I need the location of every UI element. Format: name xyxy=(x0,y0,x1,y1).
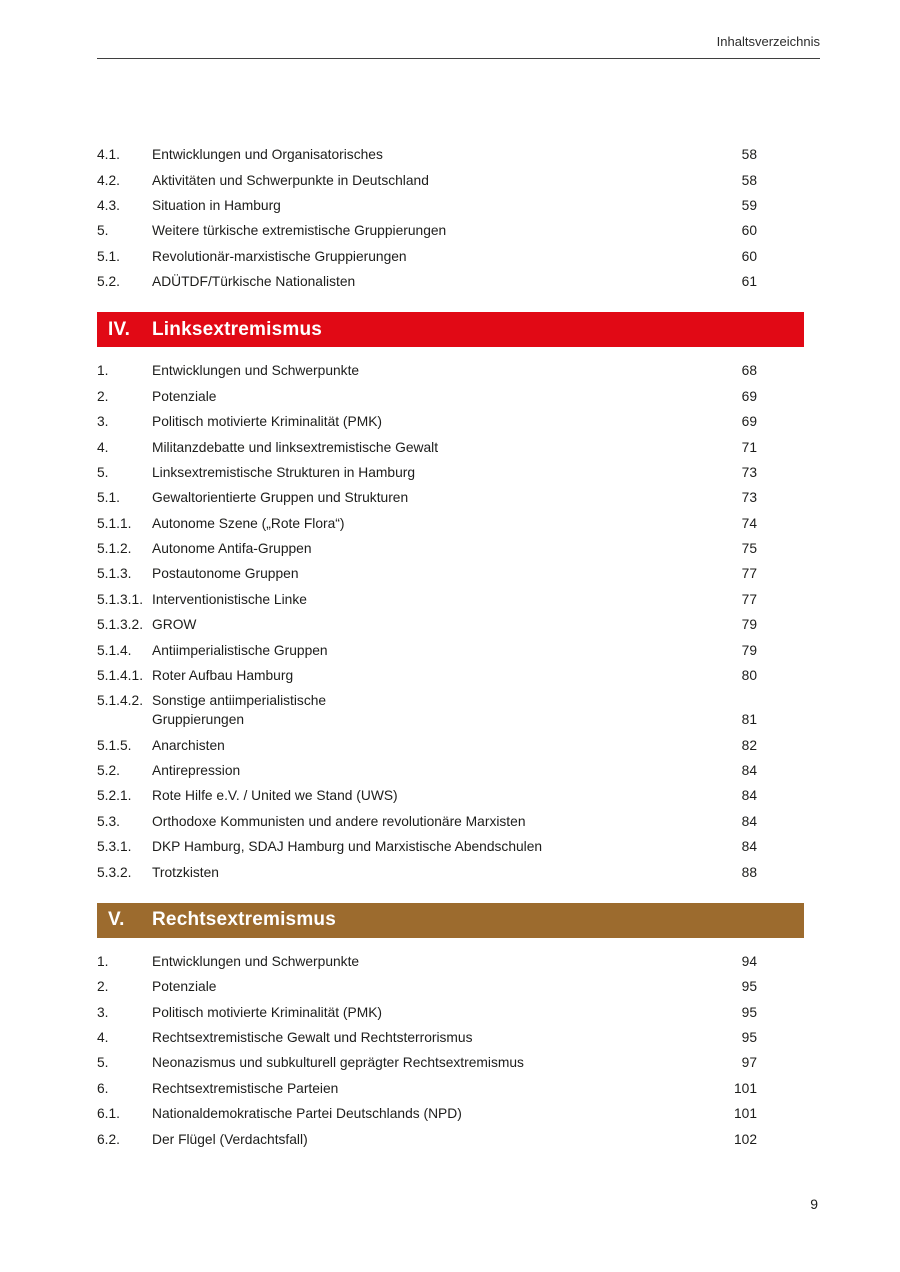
toc-entry-number: 5.1.3. xyxy=(97,566,132,582)
toc-entry-page: 68 xyxy=(741,363,757,379)
toc-group xyxy=(97,358,804,885)
toc-entry xyxy=(97,612,804,637)
toc-entry-page: 81 xyxy=(741,712,757,728)
page-number: 9 xyxy=(810,1196,818,1212)
toc-entry-number: 5.3.1. xyxy=(97,839,132,855)
toc-entry-page: 75 xyxy=(741,541,757,557)
toc-entry-number: 3. xyxy=(97,1004,109,1020)
toc-entry-title xyxy=(152,691,725,729)
toc-entry-page: 95 xyxy=(741,1004,757,1020)
toc-entry xyxy=(97,536,804,561)
toc-entry-page: 60 xyxy=(741,223,757,239)
toc-entry-number: 5.1.2. xyxy=(97,541,132,557)
toc-entry-title: Neonazismus und subkulturell geprägter Rechtsextremismus xyxy=(152,1055,524,1071)
toc-entry-number: 5.1.5. xyxy=(97,737,132,753)
toc-content xyxy=(97,62,804,1152)
toc-entry-number: 4.2. xyxy=(97,172,121,188)
toc-entry-page: 94 xyxy=(741,953,757,969)
toc-entry-title-line: Sonstige antiimperialistische xyxy=(152,693,327,709)
toc-entry-title: Potenziale xyxy=(152,388,217,404)
toc-entry-number: 5. xyxy=(97,464,109,480)
toc-entry xyxy=(97,733,804,758)
toc-entry-number: 1. xyxy=(97,953,109,969)
toc-entry-number: 6.1. xyxy=(97,1106,121,1122)
toc-entry xyxy=(97,561,804,586)
toc-entry-title: ADÜTDF/Türkische Nationalisten xyxy=(152,274,356,290)
toc-entry-page: 73 xyxy=(741,490,757,506)
toc-entry-page: 69 xyxy=(741,388,757,404)
section-banner xyxy=(97,312,804,347)
toc-entry-number: 5.1. xyxy=(97,490,121,506)
toc-entry xyxy=(97,460,804,485)
toc-entry-page: 58 xyxy=(741,172,757,188)
toc-entry-page: 95 xyxy=(741,979,757,995)
page-header xyxy=(97,34,820,59)
section-banner-title: Rechtsextremismus xyxy=(152,909,336,931)
toc-entry-page: 74 xyxy=(741,515,757,531)
toc-entry-number: 4. xyxy=(97,439,109,455)
toc-entry xyxy=(97,485,804,510)
toc-entry-number: 5.3. xyxy=(97,813,121,829)
toc-entry-page: 60 xyxy=(741,248,757,264)
toc-entry-page: 97 xyxy=(741,1055,757,1071)
toc-entry-page: 58 xyxy=(741,147,757,163)
toc-entry xyxy=(97,269,804,294)
toc-entry-title: Trotzkisten xyxy=(152,864,219,880)
toc-entry-page: 88 xyxy=(741,864,757,880)
toc-entry-title: Entwicklungen und Organisatorisches xyxy=(152,147,383,163)
toc-entry-title: Interventionistische Linke xyxy=(152,591,307,607)
toc-entry-number: 5.1.3.2. xyxy=(97,617,144,633)
toc-group xyxy=(97,949,804,1152)
toc-entry xyxy=(97,1101,804,1126)
toc-entry-page: 77 xyxy=(741,566,757,582)
toc-entry xyxy=(97,1126,804,1151)
toc-entry-title: Antiimperialistische Gruppen xyxy=(152,642,328,658)
toc-entry-number: 5. xyxy=(97,1055,109,1071)
toc-entry-page: 73 xyxy=(741,464,757,480)
toc-entry xyxy=(97,949,804,974)
toc-entry xyxy=(97,688,804,732)
section-banner xyxy=(97,903,804,938)
toc-entry xyxy=(97,244,804,269)
toc-entry-title: Linksextremistische Strukturen in Hamburg xyxy=(152,464,416,480)
toc-entry-number: 5.1. xyxy=(97,248,121,264)
toc-entry-page: 79 xyxy=(741,642,757,658)
toc-entry-title: Gewaltorientierte Gruppen und Strukturen xyxy=(152,490,409,506)
toc-entry-number: 1. xyxy=(97,363,109,379)
toc-entry-page: 71 xyxy=(741,439,757,455)
toc-entry-number: 5.1.1. xyxy=(97,515,132,531)
toc-entry-page: 84 xyxy=(741,788,757,804)
toc-entry xyxy=(97,511,804,536)
page-footer xyxy=(810,1196,818,1212)
header-title: Inhaltsverzeichnis xyxy=(716,34,820,49)
toc-entry-page: 77 xyxy=(741,591,757,607)
toc-entry-title: Revolutionär-marxistische Gruppierungen xyxy=(152,248,407,264)
toc-entry-number: 4.3. xyxy=(97,197,121,213)
toc-entry-title: GROW xyxy=(152,617,197,633)
toc-entry xyxy=(97,434,804,459)
toc-entry-title: Aktivitäten und Schwerpunkte in Deutschland xyxy=(152,172,429,188)
toc-entry-title: Rechtsextremistische Parteien xyxy=(152,1080,339,1096)
toc-entry xyxy=(97,358,804,383)
section-banner-number: IV. xyxy=(108,318,131,340)
toc-entry xyxy=(97,637,804,662)
toc-entry-page: 59 xyxy=(741,197,757,213)
toc-entry-number: 5.2. xyxy=(97,763,121,779)
toc-group xyxy=(97,142,804,294)
toc-entry xyxy=(97,859,804,884)
section-banner-number: V. xyxy=(108,909,125,931)
toc-entry xyxy=(97,384,804,409)
toc-entry-number: 5.1.4.1. xyxy=(97,667,144,683)
toc-entry xyxy=(97,193,804,218)
toc-entry-number: 6. xyxy=(97,1080,109,1096)
toc-entry-title: Der Flügel (Verdachtsfall) xyxy=(152,1131,308,1147)
toc-entry-number: 2. xyxy=(97,979,109,995)
toc-entry-page: 102 xyxy=(733,1131,757,1147)
toc-entry-title: Potenziale xyxy=(152,979,217,995)
toc-entry xyxy=(97,758,804,783)
toc-entry-page: 84 xyxy=(741,813,757,829)
toc-entry-title: DKP Hamburg, SDAJ Hamburg und Marxistische Abendschulen xyxy=(152,839,543,855)
toc-entry-number: 4. xyxy=(97,1030,109,1046)
toc-entry xyxy=(97,142,804,167)
toc-entry xyxy=(97,663,804,688)
toc-entry-title: Autonome Szene („Rote Flora“) xyxy=(152,515,345,531)
toc-entry xyxy=(97,587,804,612)
toc-entry xyxy=(97,834,804,859)
toc-entry-title: Roter Aufbau Hamburg xyxy=(152,667,294,683)
toc-entry-number: 5. xyxy=(97,223,109,239)
section-banner-title: Linksextremismus xyxy=(152,318,323,340)
toc-entry xyxy=(97,1076,804,1101)
toc-entry-page: 69 xyxy=(741,414,757,430)
toc-entry-page: 80 xyxy=(741,667,757,683)
toc-entry-number: 3. xyxy=(97,414,109,430)
toc-entry-number: 4.1. xyxy=(97,147,121,163)
toc-entry xyxy=(97,783,804,808)
toc-entry-title: Rote Hilfe e.V. / United we Stand (UWS) xyxy=(152,788,398,804)
toc-entry-page: 101 xyxy=(733,1106,757,1122)
toc-entry-number: 6.2. xyxy=(97,1131,121,1147)
toc-entry-title: Autonome Antifa-Gruppen xyxy=(152,541,312,557)
toc-entry-title: Entwicklungen und Schwerpunkte xyxy=(152,953,360,969)
toc-entry-number: 5.1.4. xyxy=(97,642,132,658)
toc-entry-page: 82 xyxy=(741,737,757,753)
toc-entry-title: Rechtsextremistische Gewalt und Rechtsterrorismus xyxy=(152,1030,473,1046)
toc-entry-page: 95 xyxy=(741,1030,757,1046)
toc-entry xyxy=(97,974,804,999)
toc-entry-title: Situation in Hamburg xyxy=(152,197,281,213)
toc-entry-number: 5.2.1. xyxy=(97,788,132,804)
toc-entry-page: 61 xyxy=(741,274,757,290)
toc-entry-title: Nationaldemokratische Partei Deutschlands (NPD) xyxy=(152,1106,462,1122)
toc-entry-title: Postautonome Gruppen xyxy=(152,566,299,582)
toc-entry-number: 5.2. xyxy=(97,274,121,290)
toc-entry-title: Weitere türkische extremistische Gruppierungen xyxy=(152,223,447,239)
toc-entry-title: Politisch motivierte Kriminalität (PMK) xyxy=(152,414,382,430)
toc-entry-title: Anarchisten xyxy=(152,737,225,753)
toc-entry-title: Entwicklungen und Schwerpunkte xyxy=(152,363,360,379)
toc-entry-title: Politisch motivierte Kriminalität (PMK) xyxy=(152,1004,382,1020)
toc-entry xyxy=(97,809,804,834)
toc-entry-page: 84 xyxy=(741,763,757,779)
toc-entry xyxy=(97,167,804,192)
toc-entry-title: Militanzdebatte und linksextremistische Gewalt xyxy=(152,439,439,455)
toc-entry-number: 5.1.3.1. xyxy=(97,591,144,607)
toc-entry xyxy=(97,409,804,434)
toc-entry-number: 2. xyxy=(97,388,109,404)
toc-entry-number: 5.3.2. xyxy=(97,864,132,880)
toc-entry xyxy=(97,1050,804,1075)
toc-entry xyxy=(97,1000,804,1025)
toc-entry xyxy=(97,218,804,243)
toc-entry-number: 5.1.4.2. xyxy=(97,693,144,709)
toc-entry-title: Orthodoxe Kommunisten und andere revolutionäre Marxisten xyxy=(152,813,526,829)
toc-entry-title-line: Gruppierungen xyxy=(152,712,245,728)
toc-entry-page: 79 xyxy=(741,617,757,633)
toc-entry-page: 101 xyxy=(733,1080,757,1096)
toc-entry-page: 84 xyxy=(741,839,757,855)
toc-entry-title: Antirepression xyxy=(152,763,241,779)
toc-entry xyxy=(97,1025,804,1050)
